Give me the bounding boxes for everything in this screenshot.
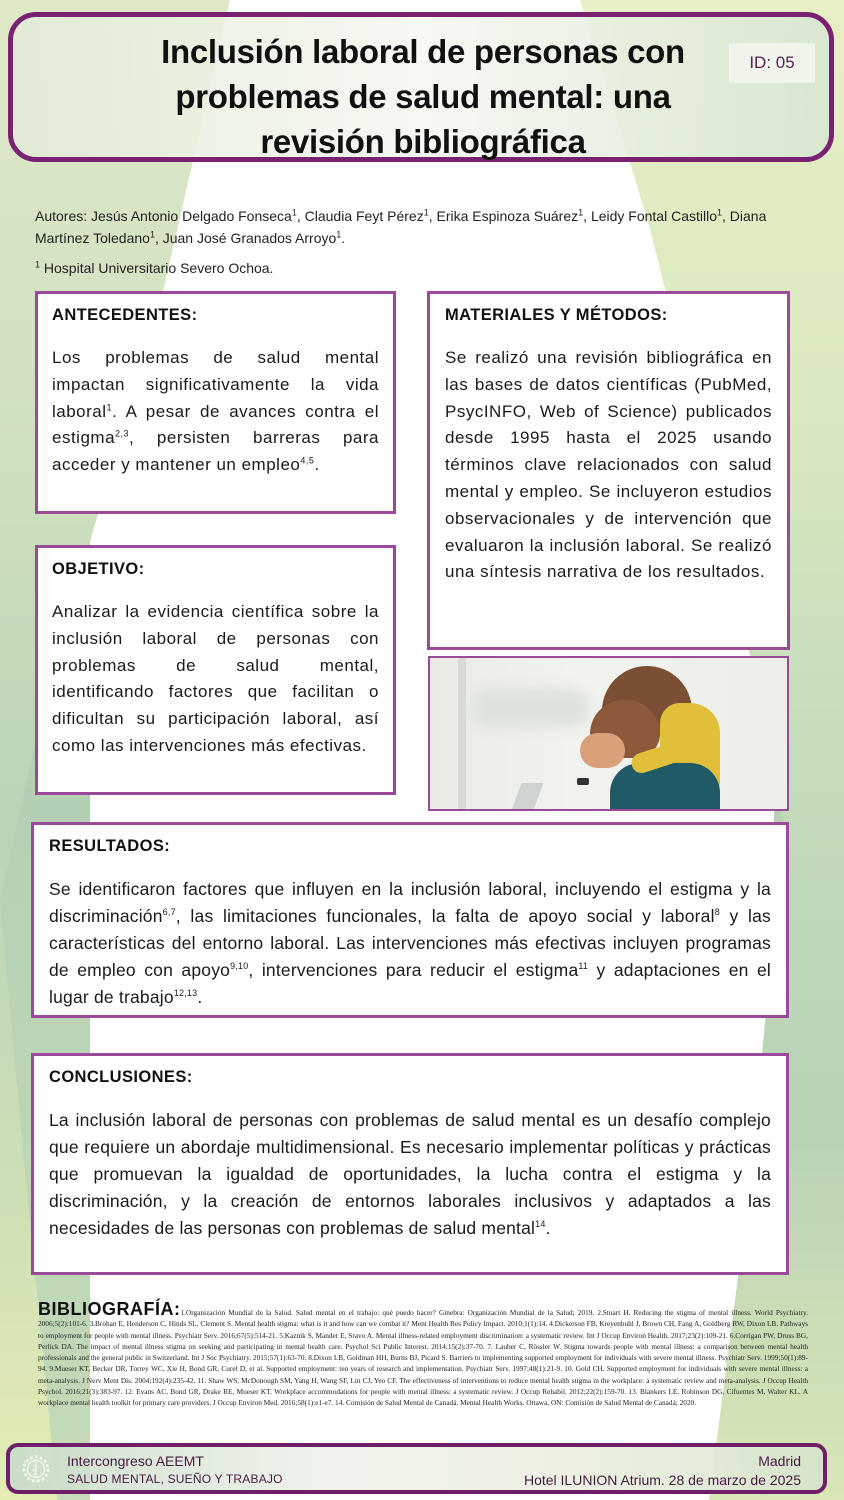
photo-teal-shirt <box>610 763 720 811</box>
section-body <box>49 1107 771 1242</box>
author: Claudia Feyt Pérez <box>304 208 424 224</box>
poster-id-badge: ID: 05 <box>729 43 815 83</box>
section-body <box>52 345 379 479</box>
title-banner <box>8 12 834 162</box>
author: Juan José Granados Arroyo <box>162 230 337 246</box>
author: Jesús Antonio Delgado Fonseca <box>91 208 292 224</box>
citation: 6,7 <box>162 907 176 918</box>
section-objetivo <box>35 545 396 795</box>
affiliation-marker: 1 <box>423 207 429 218</box>
section-resultados <box>31 822 789 1018</box>
section-body: Analizar la evidencia científica sobre la inclusión laboral de personas con problemas de salud mental, identificando factores que facilitan o dificultan su participación laboral, así como las intervenciones más efectivas. <box>52 602 379 755</box>
author: Diana Martínez Toledano <box>35 208 767 246</box>
section-heading: CONCLUSIONES: <box>49 1068 193 1086</box>
affiliation-marker: 1 <box>578 207 584 218</box>
text-run: . <box>314 455 320 475</box>
author: Erika Espinoza Suárez <box>436 208 579 224</box>
section-conclusiones <box>31 1053 789 1275</box>
section-body: Se realizó una revisión bibliográfica en las bases de datos científicas (PubMed, PsycINFO, Web of Science) publicados desde 1995 hasta el 2025 usando términos clave relacionados con salud mental y empleo. Se incluyeron estudios observacionales y de intervención que evaluaron la inclusión laboral. Se realizó una síntesis narrativa de los resultados. <box>445 348 772 582</box>
organization-name: Intercongreso AEEMT <box>67 1453 204 1469</box>
illustrative-photo <box>428 656 789 811</box>
text-run: y adaptaciones en el lugar de trabajo <box>49 960 771 1007</box>
section-materiales-metodos <box>427 291 790 650</box>
bibliography-heading: BIBLIOGRAFÍA: <box>38 1299 181 1319</box>
citation: 9,10 <box>230 961 249 972</box>
section-antecedentes <box>35 291 396 514</box>
section-heading: OBJETIVO: <box>52 560 145 578</box>
text-run: . <box>197 987 203 1007</box>
event-city: Madrid <box>758 1453 801 1469</box>
section-heading: RESULTADOS: <box>49 837 171 855</box>
text-run: La inclusión laboral de personas con problemas de salud mental es un desafío complejo que requiere un abordaje multidimensional. Es necesario implementar políticas y prácticas que promuevan la igualdad de oportunidades, la lucha contra el estigma y la discriminación, y la creación de entornos laborales inclusivos y adaptados a las necesidades de las personas con problemas de salud mental <box>49 1110 771 1238</box>
event-venue-date: Hotel ILUNION Atrium. 28 de marzo de 2025 <box>523 1472 801 1488</box>
affiliation-marker: 1 <box>717 207 723 218</box>
text-run: Se identificaron factores que influyen en la inclusión laboral, incluyendo el estigma y la discriminación <box>49 879 771 926</box>
text-run: . <box>545 1218 551 1238</box>
footer-banner <box>6 1443 827 1494</box>
photo-background-blur <box>470 688 590 728</box>
citation: 2,3 <box>115 428 130 439</box>
affiliation-marker: 1 <box>149 229 155 240</box>
text-run: , persisten barreras para acceder y mantener un empleo <box>52 428 379 475</box>
bibliography <box>38 1299 808 1409</box>
authors-prefix: Autores: <box>35 208 92 224</box>
photo-window-frame <box>458 658 466 811</box>
section-heading: ANTECEDENTES: <box>52 306 198 324</box>
text-run: Los problemas de salud mental impactan significativamente la vida laboral <box>52 348 379 421</box>
photo-laptop <box>509 783 544 811</box>
bibliography-text: 1.Organización Mundial de la Salud. Salud mental en el trabajo: qué puedo hacer? Ginebra: Organización Mundial de la Salud; 2019. 2.Stuart H. Reducing the stigma of mental illness. World Psychiatry. 2006;5(2):101-6. 3.Brohan E, Henderson C, Hinds SL, Clement S. Mental health stigma: what is it and how can we combat it? Ment Health Res Policy Impact. 2010;1(1):14. 4.Dickerson FB, Kreyenbuhl J, Brown CH, Fang A, Goldberg RW, Dixon LB. Pathways to employment for people with mental illness. Psychiatr Serv. 2016;67(5):514-21. 5.Kaznik S, Mander E, Sravo A. Mental illness-related employment discrimination: a systematic review. Int J Occup Environ Health. 2017;23(2):109-21. 6.Corrigan PW, Druss BG, Perlick DA. The impact of mental illness stigma on seeking and participating in mental health care. Psychol Sci Public Interest. 2014;15(2):37-70. 7. Lauber C, Rössler W. Stigma towards people with mental illness: a comparison between mental health professionals and the general public in Switzerland. Int J Soc Psychiatry. 2015;57(1):63-70. 8.Dixon LB, Goldman HH, Burns BJ, Picard S. Barriers to implementing supported employment for individuals with severe mental illness. Psychiatr Serv. 1999;50(1):89-94. 9.Mueser KT, Becker DR, Torrey WC, Xie H, Bond GR, Curel D, et al. Supported employment: ten years of research and implementation. Psychiatr Serv. 1997;48(1):21-9. 10. Gold CH. Supported employment for individuals with severe mental illness: a meta-analysis. J Nerv Ment Dis. 2004;192(4):235-42. 11. Shaw WS, McDonough SM, Yang H, Wang SF, Lin CJ, Yeo CF. The effectiveness of interventions to reduce mental health stigma in the workplace: a systematic review and meta-analysis. J Occup Health Psychol. 2016;21(3):383-97. 12. Evans AC, Bond GR, Drake RE, Mueser KT. Workplace accommodations for people with mental illness: a systematic review. J Occup Rehabil. 2012;22(2):159-70. 13. Blankers LE, Robinson DG, Cifuentes M, Walter KL. A workplace mental health toolkit for primary care providers. J Occup Environ Med. 2016;58(1):e1-e7. 14. Comisión de Salud Mental de Canadá. Mental Health Works. Ottawa, ON: Comisión de Salud Mental de Canadá; 2020. <box>38 1308 808 1408</box>
poster-title: Inclusión laboral de personas con problemas de salud mental: una revisión bibliográfica <box>161 33 685 160</box>
citation: 4,5 <box>300 455 315 466</box>
citation: 12,13 <box>173 988 198 999</box>
citation: 11 <box>578 961 589 972</box>
citation: 14 <box>535 1219 546 1230</box>
text-run: , las limitaciones funcionales, la falta de apoyo social y laboral <box>175 906 715 926</box>
affiliation-marker: 1 <box>35 259 41 270</box>
citation: 8 <box>714 907 720 918</box>
section-heading: MATERIALES Y MÉTODOS: <box>445 306 668 324</box>
text-run: . A pesar de avances contra el estigma <box>52 401 379 448</box>
authors-line: Autores: Jesús Antonio Delgado Fonseca$^1$, Claudia Feyt Pérez$^1$, Erika Espinoza Suárez$^1$, Leidy Fontal Castillo$^1$, Diana Martínez Toledano$^1$, Juan José Granados Arroyo$^1$. <box>35 207 767 246</box>
affiliation-line <box>35 260 273 276</box>
caduceus-gear-logo-icon <box>20 1453 52 1485</box>
text-run: y las características del entorno laboral. Las intervenciones más efectivas incluyen programas de empleo con apoyo <box>49 906 771 980</box>
affiliation-marker: 1 <box>291 207 297 218</box>
affiliation-marker: 1 <box>336 229 342 240</box>
text-run: , intervenciones para reducir el estigma <box>248 960 579 980</box>
author: Leidy Fontal Castillo <box>590 208 717 224</box>
photo-watch <box>577 778 589 785</box>
citation: 1 <box>106 401 113 412</box>
photo-hands-face <box>580 733 625 768</box>
congress-theme: SALUD MENTAL, SUEÑO Y TRABAJO <box>67 1472 283 1486</box>
section-body <box>49 876 771 1011</box>
affiliation-text: Hospital Universitario Severo Ochoa. <box>43 260 274 276</box>
